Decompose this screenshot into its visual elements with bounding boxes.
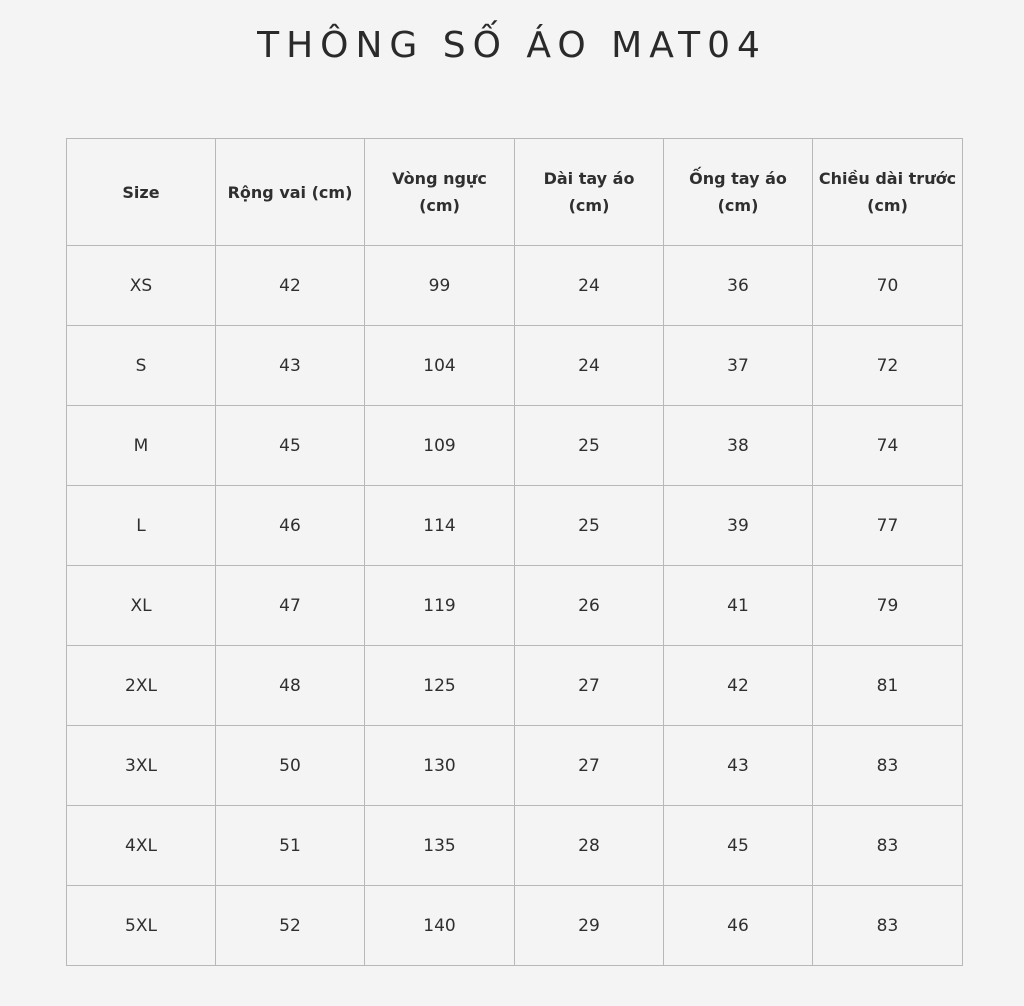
cell-front-length: 77: [813, 486, 963, 566]
cell-sleeve-opening: 39: [664, 486, 813, 566]
cell-size: L: [67, 486, 216, 566]
header-sleeve-length: [515, 139, 664, 246]
cell-shoulder-width: 47: [216, 566, 365, 646]
cell-shoulder-width: 50: [216, 726, 365, 806]
cell-size: XS: [67, 246, 216, 326]
cell-sleeve-opening: 38: [664, 406, 813, 486]
cell-front-length: 79: [813, 566, 963, 646]
table-row: [67, 406, 963, 486]
page-title: THÔNG SỐ ÁO MAT04: [257, 25, 767, 66]
cell-chest: 104: [365, 326, 515, 406]
cell-size: XL: [67, 566, 216, 646]
cell-sleeve-length: 26: [515, 566, 664, 646]
cell-size: 3XL: [67, 726, 216, 806]
cell-size: 4XL: [67, 806, 216, 886]
table-row: [67, 646, 963, 726]
table-row: [67, 886, 963, 966]
cell-front-length: 81: [813, 646, 963, 726]
header-label: Rộng vai (cm): [227, 182, 353, 202]
cell-shoulder-width: 48: [216, 646, 365, 726]
header-chest: [365, 139, 515, 246]
header-label: Ống tay áo (cm): [689, 169, 787, 215]
table-header-row: [67, 139, 963, 246]
cell-sleeve-opening: 45: [664, 806, 813, 886]
header-label: Vòng ngực (cm): [392, 169, 487, 215]
size-chart-table: [66, 138, 963, 966]
cell-size: 2XL: [67, 646, 216, 726]
cell-chest: 119: [365, 566, 515, 646]
cell-chest: 114: [365, 486, 515, 566]
cell-chest: 135: [365, 806, 515, 886]
cell-shoulder-width: 46: [216, 486, 365, 566]
header-label: Chiều dài trước (cm): [818, 169, 957, 215]
cell-front-length: 72: [813, 326, 963, 406]
cell-sleeve-opening: 43: [664, 726, 813, 806]
cell-shoulder-width: 42: [216, 246, 365, 326]
cell-front-length: 70: [813, 246, 963, 326]
cell-chest: 125: [365, 646, 515, 726]
cell-sleeve-length: 28: [515, 806, 664, 886]
cell-sleeve-opening: 46: [664, 886, 813, 966]
cell-sleeve-opening: 42: [664, 646, 813, 726]
table-row: [67, 806, 963, 886]
cell-sleeve-length: 25: [515, 406, 664, 486]
cell-chest: 109: [365, 406, 515, 486]
cell-sleeve-length: 27: [515, 726, 664, 806]
cell-chest: 99: [365, 246, 515, 326]
cell-size: S: [67, 326, 216, 406]
cell-sleeve-length: 24: [515, 246, 664, 326]
cell-sleeve-length: 25: [515, 486, 664, 566]
cell-front-length: 83: [813, 806, 963, 886]
table-row: [67, 326, 963, 406]
cell-front-length: 83: [813, 886, 963, 966]
cell-chest: 140: [365, 886, 515, 966]
header-size: [67, 139, 216, 246]
table-row: [67, 486, 963, 566]
cell-shoulder-width: 52: [216, 886, 365, 966]
cell-sleeve-length: 29: [515, 886, 664, 966]
cell-front-length: 83: [813, 726, 963, 806]
cell-shoulder-width: 43: [216, 326, 365, 406]
table-row: [67, 726, 963, 806]
cell-sleeve-opening: 36: [664, 246, 813, 326]
cell-sleeve-opening: 37: [664, 326, 813, 406]
cell-sleeve-opening: 41: [664, 566, 813, 646]
header-front-length: [813, 139, 963, 246]
cell-shoulder-width: 45: [216, 406, 365, 486]
cell-chest: 130: [365, 726, 515, 806]
table-row: [67, 566, 963, 646]
table-row: [67, 246, 963, 326]
header-shoulder-width: [216, 139, 365, 246]
header-sleeve-opening: [664, 139, 813, 246]
header-label: Dài tay áo (cm): [543, 169, 635, 215]
cell-sleeve-length: 27: [515, 646, 664, 726]
table-body: [67, 246, 963, 966]
header-label: Size: [122, 182, 160, 202]
cell-size: M: [67, 406, 216, 486]
cell-shoulder-width: 51: [216, 806, 365, 886]
cell-front-length: 74: [813, 406, 963, 486]
cell-sleeve-length: 24: [515, 326, 664, 406]
cell-size: 5XL: [67, 886, 216, 966]
